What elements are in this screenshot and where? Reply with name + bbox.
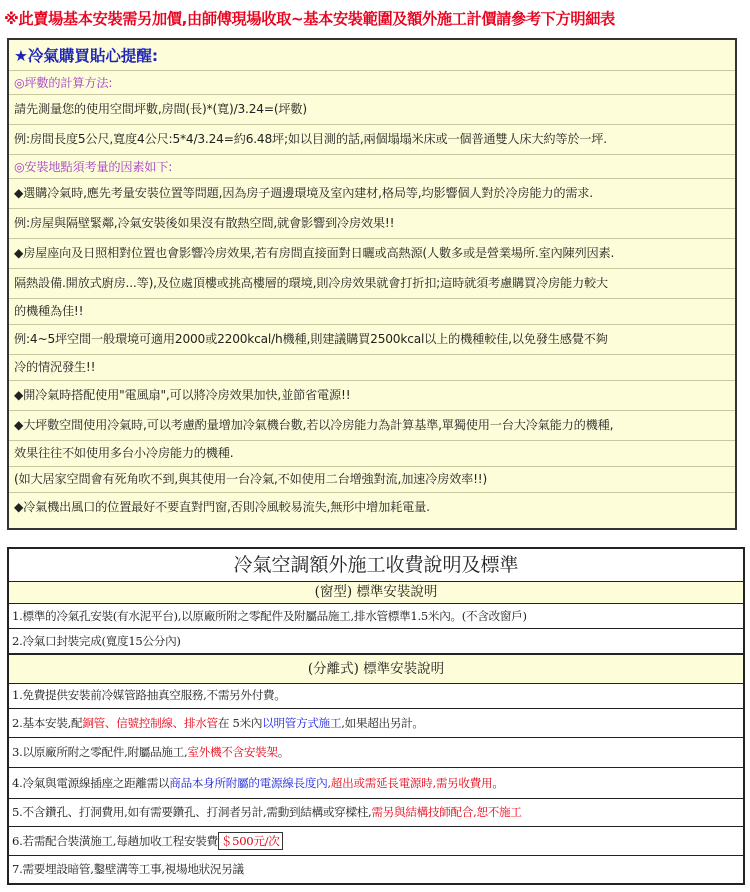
- tip-example-2-line-1: 例:4~5坪空間一般環境可適用2000或2200kcal/h機種,則建議購買2500kcal以上的機種較佳,以免發生感覺不夠: [14, 332, 608, 346]
- installation-fee-notice: ※此賣場基本安裝需另加價,由師傅現場收取~基本安裝範圍及額外施工計價請參考下方明細表: [4, 10, 615, 28]
- area-calc-heading: ◎坪數的計算方法:: [14, 76, 113, 90]
- purchase-tips-panel: [7, 38, 737, 530]
- fee-table-title: 冷氣空調額外施工收費說明及標準: [9, 549, 743, 582]
- tip-paragraph-4-line-1: ◆大坪數空間使用冷氣時,可以考慮酌量增加冷氣機台數,若以冷房能力為計算基準,單獨使用一台大冷氣能力的機種,: [14, 418, 614, 432]
- window-type-section: (窗型) 標準安裝說明: [9, 582, 743, 604]
- area-example: 例:房間長度5公尺,寬度4公尺:5*4/3.24=約6.48坪;如以目測的話,兩個塌塌米床或一個普通雙人床大約等於一坪.: [14, 132, 607, 146]
- factors-heading: ◎安裝地點須考量的因素如下:: [14, 160, 173, 174]
- installation-fee-price: ＄500元/次: [218, 832, 283, 850]
- tip-paragraph-2-line-3: 的機種為佳!!: [14, 304, 84, 318]
- split-item-6: 6.若需配合裝潢施工,每趟加收工程安裝費 ＄500元/次: [9, 827, 743, 856]
- split-type-section: (分離式) 標準安裝說明: [9, 654, 743, 684]
- tip-example-1: 例:房屋與隔壁緊鄰,冷氣安裝後如果沒有散熱空間,就會影響到冷房效果!!: [14, 216, 395, 230]
- tip-paragraph-1: ◆選購冷氣時,應先考量安裝位置等問題,因為房子週邊環境及室內建材,格局等,均影響個人對於冷房能力的需求.: [14, 186, 593, 200]
- split-item-1: 1.免費提供安裝前冷媒管路抽真空服務,不需另外付費。: [9, 683, 743, 709]
- extra-fee-table: [7, 547, 745, 885]
- area-formula: 請先測量您的使用空間坪數,房間(長)*(寬)/3.24=(坪數): [14, 102, 307, 116]
- tip-paragraph-5: ◆冷氣機出風口的位置最好不要直對門窗,否則冷風較易流失,無形中增加耗電量.: [14, 500, 430, 514]
- tip-paragraph-4-line-3: (如大居家空間會有死角吹不到,與其使用一台冷氣,不如使用二台增強對流,加速冷房效率!!): [14, 472, 488, 486]
- split-item-2: 2.基本安裝,配銅管、信號控制線、排水管在 5米內以明管方式施工,如果超出另計。: [9, 709, 743, 738]
- tip-paragraph-3: ◆開冷氣時搭配使用"電風扇",可以將冷房效果加快,並節省電源!!: [14, 388, 351, 402]
- tip-paragraph-4-line-2: 效果往往不如使用多台小冷房能力的機種.: [14, 446, 234, 460]
- tip-paragraph-2-line-2: 隔熱設備.開放式廚房...等),及位處頂樓或挑高樓層的環境,則冷房效果就會打折扣;這時就須考慮購買冷房能力較大: [14, 276, 608, 290]
- tip-paragraph-2-line-1: ◆房屋座向及日照相對位置也會影響冷房效果,若有房間直接面對日曬或高熱源(人數多或是營業場所.室內陳列因素.: [14, 246, 615, 260]
- tips-title: ★冷氣購買貼心提醒:: [14, 47, 159, 65]
- window-item-2: 2.冷氣口封裝完成(寬度15公分內): [9, 629, 743, 654]
- window-item-1: 1.標準的冷氣孔安裝(有水泥平台),以原廠所附之零配件及附屬品施工,排水管標準1.5米內。(不含改窗戶): [9, 604, 743, 629]
- split-item-4: 4.冷氣與電源線插座之距離需以商品本身所附屬的電源線長度內,超出或需延長電源時,需另收費用。: [9, 768, 743, 799]
- split-item-5: 5.不含鑽孔、打洞費用,如有需要鑽孔、打洞者另計,需動到結構或穿樑柱,需另與結構技師配合,恕不施工: [9, 799, 743, 827]
- split-item-7: 7.需要埋設暗管,鑿壁溝等工事,視場地狀況另議: [12, 862, 244, 876]
- split-item-3: 3.以原廠所附之零配件,附屬品施工,室外機不含安裝架。: [9, 738, 743, 768]
- tip-example-2-line-2: 冷的情況發生!!: [14, 360, 96, 374]
